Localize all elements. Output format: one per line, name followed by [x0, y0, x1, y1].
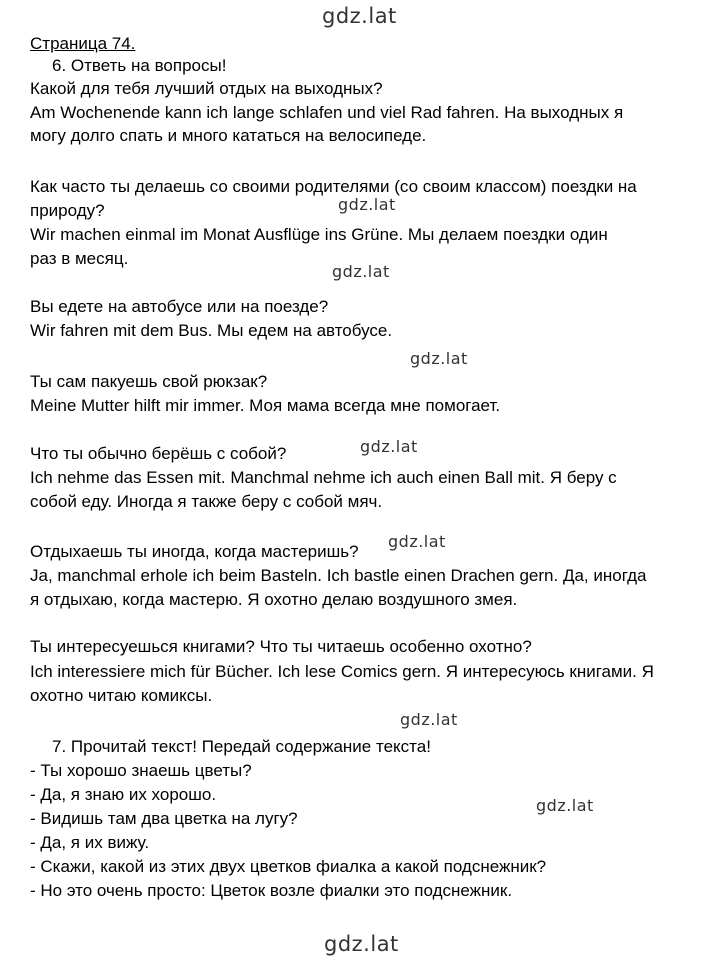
dialogue-line: - Видишь там два цветка на лугу?: [30, 809, 298, 828]
task-6-heading: 6. Ответь на вопросы!: [52, 56, 227, 75]
watermark: gdz.lat: [360, 437, 418, 456]
task-7-heading: 7. Прочитай текст! Передай содержание текста!: [52, 737, 431, 756]
watermark: gdz.lat: [388, 532, 446, 551]
task-6-line: раз в месяц.: [30, 249, 129, 268]
dialogue-line: - Ты хорошо знаешь цветы?: [30, 761, 252, 780]
dialogue-line: - Скажи, какой из этих двух цветков фиалка а какой подснежник?: [30, 857, 547, 876]
watermark: gdz.lat: [400, 710, 458, 729]
task-6-line: Что ты обычно берёшь с собой?: [30, 444, 287, 463]
task-6-line: охотно читаю комиксы.: [30, 686, 213, 705]
task-6-line: Ich nehme das Essen mit. Manchmal nehme ich auch einen Ball mit. Я беру с: [30, 468, 617, 487]
task-6-line: Ja, manchmal erhole ich beim Basteln. Ich bastle einen Drachen gern. Да, иногда: [30, 566, 647, 585]
task-6-line: собой еду. Иногда я также беру с собой мяч.: [30, 492, 383, 511]
watermark: gdz.lat: [332, 262, 390, 281]
task-6-line: Wir machen einmal im Monat Ausflüge ins Grüne. Мы делаем поездки один: [30, 225, 608, 244]
watermark: gdz.lat: [338, 195, 396, 214]
page-label: Страница 74.: [30, 34, 136, 53]
task-6-line: Вы едете на автобусе или на поезде?: [30, 297, 329, 316]
task-6-line: Wir fahren mit dem Bus. Мы едем на автобусе.: [30, 321, 393, 340]
watermark: gdz.lat: [536, 796, 594, 815]
task-6-line: я отдыхаю, когда мастерю. Я охотно делаю воздушного змея.: [30, 590, 518, 609]
task-6-line: Как часто ты делаешь со своими родителями (со своим классом) поездки на: [30, 177, 637, 196]
dialogue-line: - Да, я их вижу.: [30, 833, 150, 852]
task-6-line: Ты интересуешься книгами? Что ты читаешь особенно охотно?: [30, 637, 532, 656]
task-6-line: Ich interessiere mich für Bücher. Ich lese Comics gern. Я интересуюсь книгами. Я: [30, 662, 654, 681]
watermark: gdz.lat: [410, 349, 468, 368]
task-6-line: природу?: [30, 201, 105, 220]
task-6-line: могу долго спать и много кататься на велосипеде.: [30, 126, 427, 145]
task-6-line: Какой для тебя лучший отдых на выходных?: [30, 79, 383, 98]
task-6-line: Meine Mutter hilft mir immer. Моя мама всегда мне помогает.: [30, 396, 501, 415]
watermark-bottom: gdz.lat: [324, 932, 399, 956]
task-6-line: Отдыхаешь ты иногда, когда мастеришь?: [30, 542, 359, 561]
task-6-line: Ты сам пакуешь свой рюкзак?: [30, 372, 268, 391]
dialogue-line: - Но это очень просто: Цветок возле фиалки это подснежник.: [30, 881, 513, 900]
dialogue-line: - Да, я знаю их хорошо.: [30, 785, 217, 804]
task-6-line: Am Wochenende kann ich lange schlafen und viel Rad fahren. На выходных я: [30, 103, 624, 122]
watermark-top: gdz.lat: [322, 4, 397, 28]
